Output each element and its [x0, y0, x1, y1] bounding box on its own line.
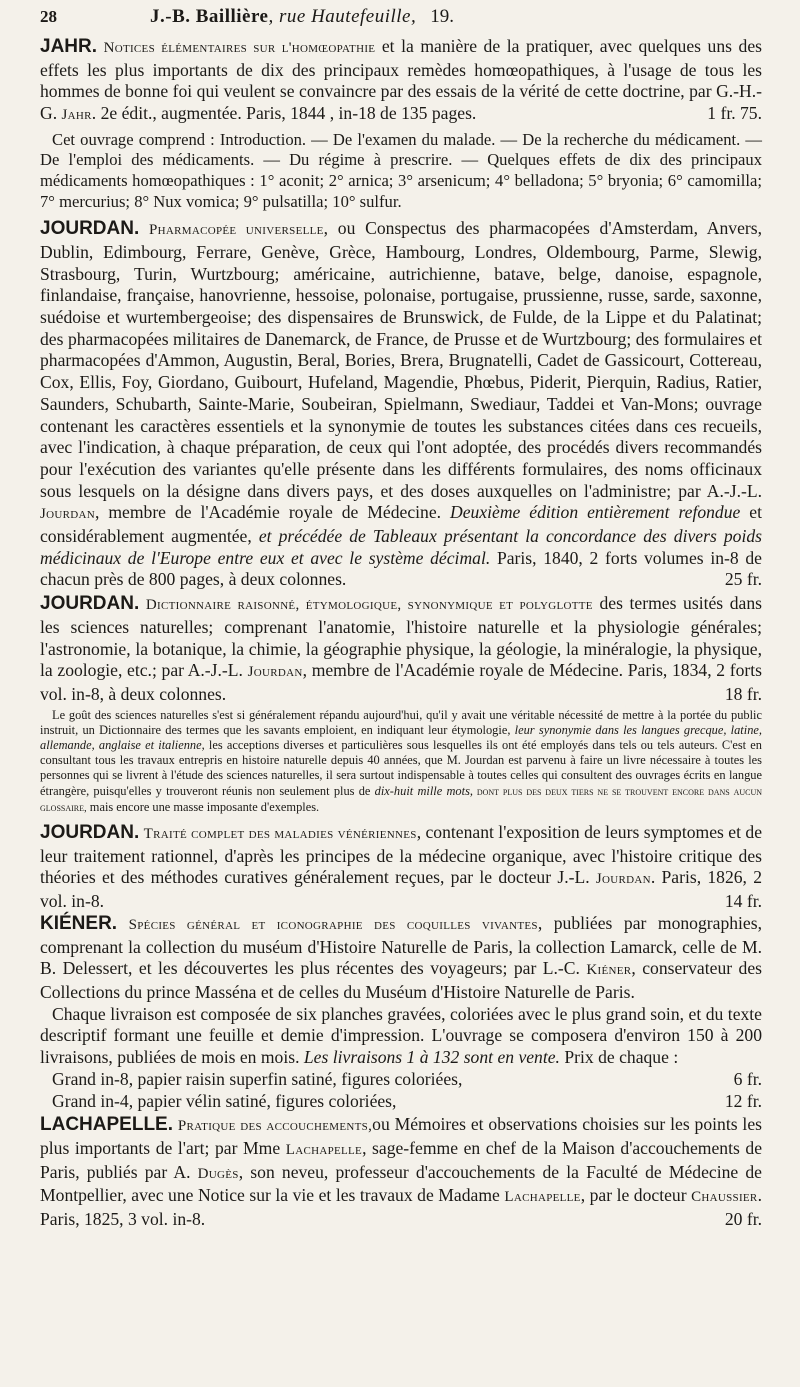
entry-body: , ou Conspectus des pharmacopées d'Amsterdam, Anvers, Dublin, Edimbourg, Ferrare, Genève, Grèce, Hambourg, Londres, Oldembourg, Parme, Slewig, Strasbourg, Turin, Wurtzbourg; américaine, autrichienne, batave, belge, danoise, espagnole, finlandaise, française, hanovrienne, hessoise, polonaise, portugaise, prussienne, russe, sarde, saxonne, suédoise et wurtembergeoise; des dispensaires de Brunswick, de Fulde, de la Lippe et du Palatinat; des pharmacopées militaires de Danemarck, de France, de Prusse et de Wurtzbourg; des formulaires et pharmacopées d'Ammon, Augustin, Beral, Bories, Brera, Brugnatelli, Cadet de Gassicourt, Cottereau, Cox, Ellis, Foy, Giordano, Guibourt, Hufeland, Magendie, Phœbus, Piderit, Pierquin, Radius, Ratier, Saunders, Schubarth, Sainte-Marie, Soubeiran, Spielmann, Swediaur, Taddei et Van-Mons; ouvrage contenant les caractères essentiels et la synonymie de toutes les substances citées dans ces recueils, avec l'indication, à chaque préparation, de ceux qui l'ont adoptée, des procédés divers recommandés pour l'exécution des variantes qu'elle présente dans les différents formulaires, des noms officinaux sous lesquels on la désigne dans divers pays, et des doses auxquelles on l'administre; par A.-J.-L.: [40, 218, 762, 501]
headword: JOURDAN.: [40, 822, 140, 844]
page-number: 19.: [430, 6, 454, 27]
commentary-note: [40, 708, 762, 816]
street: , rue Hautefeuille,: [268, 6, 417, 27]
publisher: J.-B. Baillière: [150, 6, 269, 27]
entry-body: , publiées par monographies, comprenant la collection du muséum d'Histoire Naturelle de Paris, la collection Lamarck, celle de M. B. Delessert, et les découvertes les plus récentes des voyageurs; par L.-C.: [40, 912, 762, 979]
entry-body-cont: . Paris, 1826, 2 vol. in-8.: [40, 867, 762, 912]
edition-note: Deuxième édition entièrement refondue: [450, 502, 741, 523]
author: Jourdan: [40, 506, 95, 523]
running-head: [40, 6, 762, 36]
entry-body: et la manière de la pratiquer, avec quelques uns des effets les plus importants de dix des principaux remèdes homœopathiques, à l'usage de tous les hommes de bonne foi qui veulent se convaincre par des essais de la vérité de cette doctrine, par G.-H.-G.: [40, 36, 762, 124]
entry-lachapelle: [40, 1114, 762, 1231]
author: Jahr: [61, 107, 92, 124]
author: Jourdan: [595, 871, 651, 888]
author-2: Dugès: [197, 1165, 239, 1182]
note-text-3: mais encore une masse imposante d'exemples.: [86, 799, 320, 814]
details-end: Prix de chaque :: [559, 1047, 679, 1068]
edition-note-2: et précédée de Tableaux présentant la concordance des divers poids médicinaux de l'Europe entre eux et avec le système décimal.: [40, 526, 763, 568]
imprint: [150, 6, 416, 28]
note-text: Le goût des sciences naturelles s'est si généralement répandu aujourd'hui, qu'il y avait une véritable nécessité de mettre à la portée du public instruit, un Dictionnaire des termes que les savants emploient, en indiquant leur étymologie,: [40, 707, 762, 737]
entry-jahr: [40, 36, 762, 127]
headword: KIÉNER.: [40, 912, 118, 934]
price-line-in8: [40, 1069, 762, 1091]
author-3: Lachapelle: [504, 1189, 581, 1206]
entry-title: Notices élémentaires sur l'homœopathie: [103, 40, 376, 56]
entry-body: des termes usités dans les sciences naturelles; comprenant l'anatomie, l'histoire naturelle et la physiologie générales; l'astronomie, la botanique, la chimie, la géographie physique, la géologie, la minéralogie, la physique, la zoologie, etc.; par A.-J.-L.: [40, 593, 762, 681]
author-4: Chaussier: [691, 1189, 758, 1206]
note-italic: leur synonymie dans les langues grecque, latine, allemande, anglaise et italienne,: [40, 722, 762, 753]
entry-title: Dictionnaire raisonné, étymologique, synonymique et polyglotte: [145, 597, 593, 614]
entry-body-cont: , conservateur des Collections du prince Masséna et de celles du Muséum d'Histoire Naturelle de Paris.: [40, 958, 762, 1002]
format-price: 6 fr.: [733, 1068, 762, 1089]
entry-title: Spécies général et iconographie des coquilles vivantes: [128, 916, 538, 933]
entry-title: Pharmacopée universelle: [148, 222, 324, 239]
details-italic: Les livraisons 1 à 132 sont en vente.: [303, 1047, 560, 1068]
details-text: Chaque livraison est composée de six planches gravées, coloriées avec le plus grand soin, et du texte descriptif formant une feuille et demie d'impression. L'ouvrage se composera d'environ 150 à 200 livraisons, publiées de mois en mois.: [40, 1003, 762, 1068]
price: 25 fr.: [724, 569, 762, 590]
entry-body-cont: , membre de l'Académie royale de Médecine.: [95, 502, 450, 523]
entry-body-cont: , sage-femme en chef de la Maison d'accouchements de Paris, publiés par A.: [40, 1137, 762, 1182]
folio: 28: [40, 7, 57, 26]
entry-jourdan-dictionnaire: [40, 593, 762, 706]
entry-body-cont: . 2e édit., augmentée. Paris, 1844 , in-18 de 135 pages.: [91, 103, 477, 124]
note-small-caps: dont plus des deux tiers ne se trouvent encore dans aucun glossaire,: [40, 785, 763, 814]
author: Lachapelle: [285, 1141, 363, 1158]
entry-body: ou Mémoires et observations choisies sur les points les plus importants de l'art; par Mme: [40, 1114, 762, 1158]
entry-jourdan-pharmacopee: [40, 218, 762, 591]
headword: JOURDAN.: [40, 218, 140, 240]
headword: LACHAPELLE.: [40, 1114, 173, 1136]
price: 20 fr.: [724, 1209, 762, 1230]
price-line-in4: [40, 1091, 762, 1113]
price: 1 fr. 75.: [707, 103, 762, 124]
entry-body-cont2: et considérablement augmentée,: [40, 502, 762, 547]
entry-body-cont4: . Paris, 1825, 3 vol. in-8.: [40, 1185, 762, 1230]
author: Jourdan: [247, 664, 303, 681]
price: 14 fr.: [724, 891, 762, 912]
entry-body-cont3: Paris, 1840, 2 forts volumes in-8 de chacun près de 800 pages, à deux colonnes.: [40, 547, 762, 590]
entry-title: Pratique des accouchements,: [177, 1118, 373, 1135]
entry-jourdan-traite: [40, 822, 762, 913]
price: 18 fr.: [724, 683, 762, 704]
entry-body: , contenant l'exposition de leurs symptomes et de leur traitement rationnel, d'après les principes de la médecine organique, avec l'histoire critique des théories et des méthodes curatives généralement reçues, par le docteur J.-L.: [40, 822, 762, 888]
entry-title: Traité complet des maladies vénériennes: [143, 826, 417, 843]
entry-body-cont3: , par le docteur: [580, 1185, 692, 1206]
note-text-2: les acceptions diverses et particulières sous lesquelles ils ont été employés dans tels ou tels auteurs. C'est en consultant tous les travaux entrepris en histoire naturelle depuis 40 années, que M. Jourdan est parvenu à faire un livre nécessaire à toutes les personnes qui se livrent à l'étude des sciences naturelles, il sera surtout indispensable à toutes celles qui consultent des ouvrages écrits en langue étrangère, puisqu'elles y trouveront réunis non seulement plus de: [40, 738, 762, 798]
headword: JAHR.: [40, 36, 98, 57]
entry-body-cont: , membre de l'Académie royale de Médecine. Paris, 1834, 2 forts vol. in-8, à deux colonnes.: [40, 660, 763, 704]
note-italic-2: dix-huit mille mots,: [374, 783, 473, 798]
entry-body-cont2: , son neveu, professeur d'accouchements de la Faculté de Médecine de Montpellier, avec une Notice sur la vie et les travaux de Madame: [40, 1161, 762, 1206]
entry-kiener-details: [40, 1004, 762, 1069]
format-label: Grand in-8, papier raisin superfin satiné, figures coloriées,: [52, 1068, 463, 1089]
format-price: 12 fr.: [724, 1090, 762, 1111]
contents-note: Cet ouvrage comprend : Introduction. — De l'examen du malade. — De la recherche du médicament. — De l'emploi des médicaments. — Du régime à prescrire. — Quelques effets de dix des principaux médicaments homœopathiques : 1° aconit; 2° arnica; 3° arsenicum; 4° belladona; 5° bryonia; 6° camomilla; 7° mercurius; 8° Nux vomica; 9° pulsatilla; 10° sulfur.: [40, 129, 762, 211]
format-label: Grand in-4, papier vélin satiné, figures coloriées,: [52, 1090, 397, 1111]
author: Kiéner: [586, 962, 632, 979]
headword: JOURDAN.: [40, 593, 140, 615]
entry-kiener: [40, 913, 762, 1004]
